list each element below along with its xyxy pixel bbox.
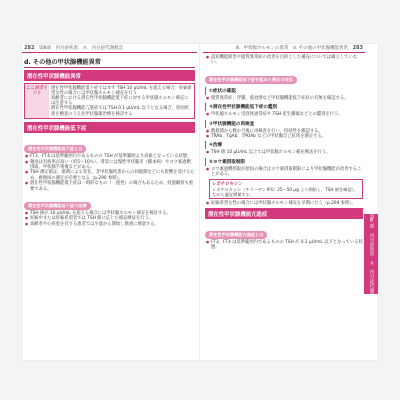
step-list — [203, 96, 365, 101]
hypo-pill: 潜在性甲状腺機能低下症とは — [24, 145, 86, 153]
point-list — [49, 84, 194, 118]
hypo-item: ● 頻度は有病率が高い（約5〜10％）。背景には慢性甲状腺炎（橋本病）やヨウ素過剰摂取、甲状腺手術後などがある。 — [24, 160, 195, 171]
hypo-item: ● 潜在性甲状腺機能低下症は一時的なもの（一過性）の場合もあるため、経過観察も重要である。 — [24, 181, 195, 192]
left-running-head — [22, 44, 197, 53]
hypo-treatment-list — [22, 211, 197, 227]
step-list — [203, 150, 365, 155]
drug-box-text: レボチロキシン（チラーヂン®S）25〜50 μg より開始し、TSH 値を確認しながら適宜増量する。 — [212, 186, 356, 197]
approach-pill: 潜在性甲状腺機能低下症を認めた場合の対応 — [205, 76, 297, 84]
hypo-treatment-item: ● TSH 値が 10 μU/mL を超える場合には甲状腺ホルモン補充を検討する。 — [24, 211, 195, 216]
book-spread — [22, 44, 378, 360]
step-item: ● 脂質異常症、浮腫、倦怠感など甲状腺機能低下症状の有無を確認する。 — [205, 96, 363, 101]
hypo-item: ● FT3、FT4 は基準範囲内であるものの TSH が基準範囲より高値となっている状態。 — [24, 154, 195, 159]
step-item: ● TRAb、TgAb、TPOAb などの甲状腺自己抗体を測定する。 — [205, 134, 363, 139]
right-running-title: 8．甲状腺ホルモンの異常 d. その他の甲状腺機能異常 — [236, 46, 349, 51]
point-item: 高齢者における潜在性甲状腺機能低下症に対する甲状腺ホルモン補充には注意する — [51, 95, 189, 107]
point-label: ここがポイント — [25, 84, 49, 118]
hypo-item: ● TSH 測定値は、薬剤による変化、非甲状腺疾患からの回復期などにも影響を受けるため、複数回の測定が必要となる（p.290 参照）。 — [24, 170, 195, 181]
chapter-side-tab: 第Ⅲ部 内分泌疾患 ８．内分泌代謝救急 — [364, 214, 378, 294]
step-item: ● 数週間から数か月後に再検査を行い、持続性を確認する。 — [205, 129, 363, 134]
step-item: ● TSH 値 10 μU/mL 以上では甲状腺ホルモン補充療法を行う。 — [205, 150, 363, 155]
intro-item: ● 認知機能障害や脂質異常症の改善を目的とした補充については確立していない。 — [205, 55, 363, 66]
point-box — [24, 83, 195, 119]
step-list — [203, 112, 365, 117]
hyper-list — [203, 240, 365, 251]
point-item: 潜在性甲状腺機能低下症ではまず TSH 10 μU/mL を超える場合、妊娠希望女性の場合には甲状腺ホルモン補充を行う — [51, 85, 192, 96]
hyper-title-bar: 潜在性甲状腺機能亢進症 — [205, 208, 363, 219]
hypo-treatment-item: ● 高齢者や心疾患を有する患者では少量から開始し慎重に増量する。 — [24, 222, 195, 227]
right-running-head — [203, 44, 365, 53]
subtitle-bar: 潜在性甲状腺機能異常 — [24, 70, 195, 81]
hypo-title-bar: 潜在性甲状腺機能低下症 — [24, 122, 195, 133]
left-running-title: 第Ⅲ部 内分泌疾患 ８．内分泌代謝救急 — [38, 46, 123, 51]
left-page — [22, 44, 197, 360]
hypo-treatment-item: ● 妊娠中または妊娠希望者では TSH 値に応じた補充療法を行う。 — [24, 216, 195, 221]
step-title: ①症状の確認 — [205, 87, 363, 95]
step-list — [203, 129, 365, 140]
hyper-item: ● FT3、FT4 は基準範囲内であるものの TSH が 0.1 μU/mL 以下となっている状態。 — [205, 240, 363, 251]
intro-list — [203, 55, 365, 66]
step-title: ③甲状腺機能の再検査 — [205, 120, 363, 128]
step-list — [203, 167, 365, 178]
right-page-number: 283 — [352, 45, 363, 51]
page-gutter — [199, 44, 200, 360]
point-item: 潜在性甲状腺機能亢進症では TSH 0.1 μU/mL 以下となる場合、原因疾患を精査のうえ抗甲状腺薬治療を検討する — [51, 106, 189, 117]
step-title: ④治療 — [205, 141, 363, 149]
drug-box — [209, 179, 363, 199]
step-item: ● ヨウ素過剰摂取が原因の場合はヨウ素摂取制限により甲状腺機能が改善することがある。 — [205, 167, 363, 178]
after-box-list — [203, 201, 365, 206]
drug-box-title: レボチロキシン — [212, 181, 243, 187]
after-box-item: ● 妊娠希望女性の場合には甲状腺ホルモン補充を早期に行う（p.294 参照）。 — [205, 201, 363, 206]
step-item: ● 甲状腺ホルモン受容体異常症や TSH 産生腫瘍などとの鑑別を行う。 — [205, 112, 363, 117]
hypo-treatment-pill: 潜在性甲状腺機能低下症の治療 — [24, 202, 91, 210]
left-page-number: 282 — [24, 45, 35, 51]
hypo-list — [22, 154, 197, 192]
step-title: ②潜在性甲状腺機能低下症の鑑別 — [205, 103, 363, 111]
right-page — [203, 44, 365, 360]
step-title: ⑤ヨウ素摂取制限 — [205, 158, 363, 166]
hyper-pill: 潜在性甲状腺機能亢進症とは — [205, 231, 267, 239]
section-title: d. その他の甲状腺機能異常 — [24, 57, 195, 68]
